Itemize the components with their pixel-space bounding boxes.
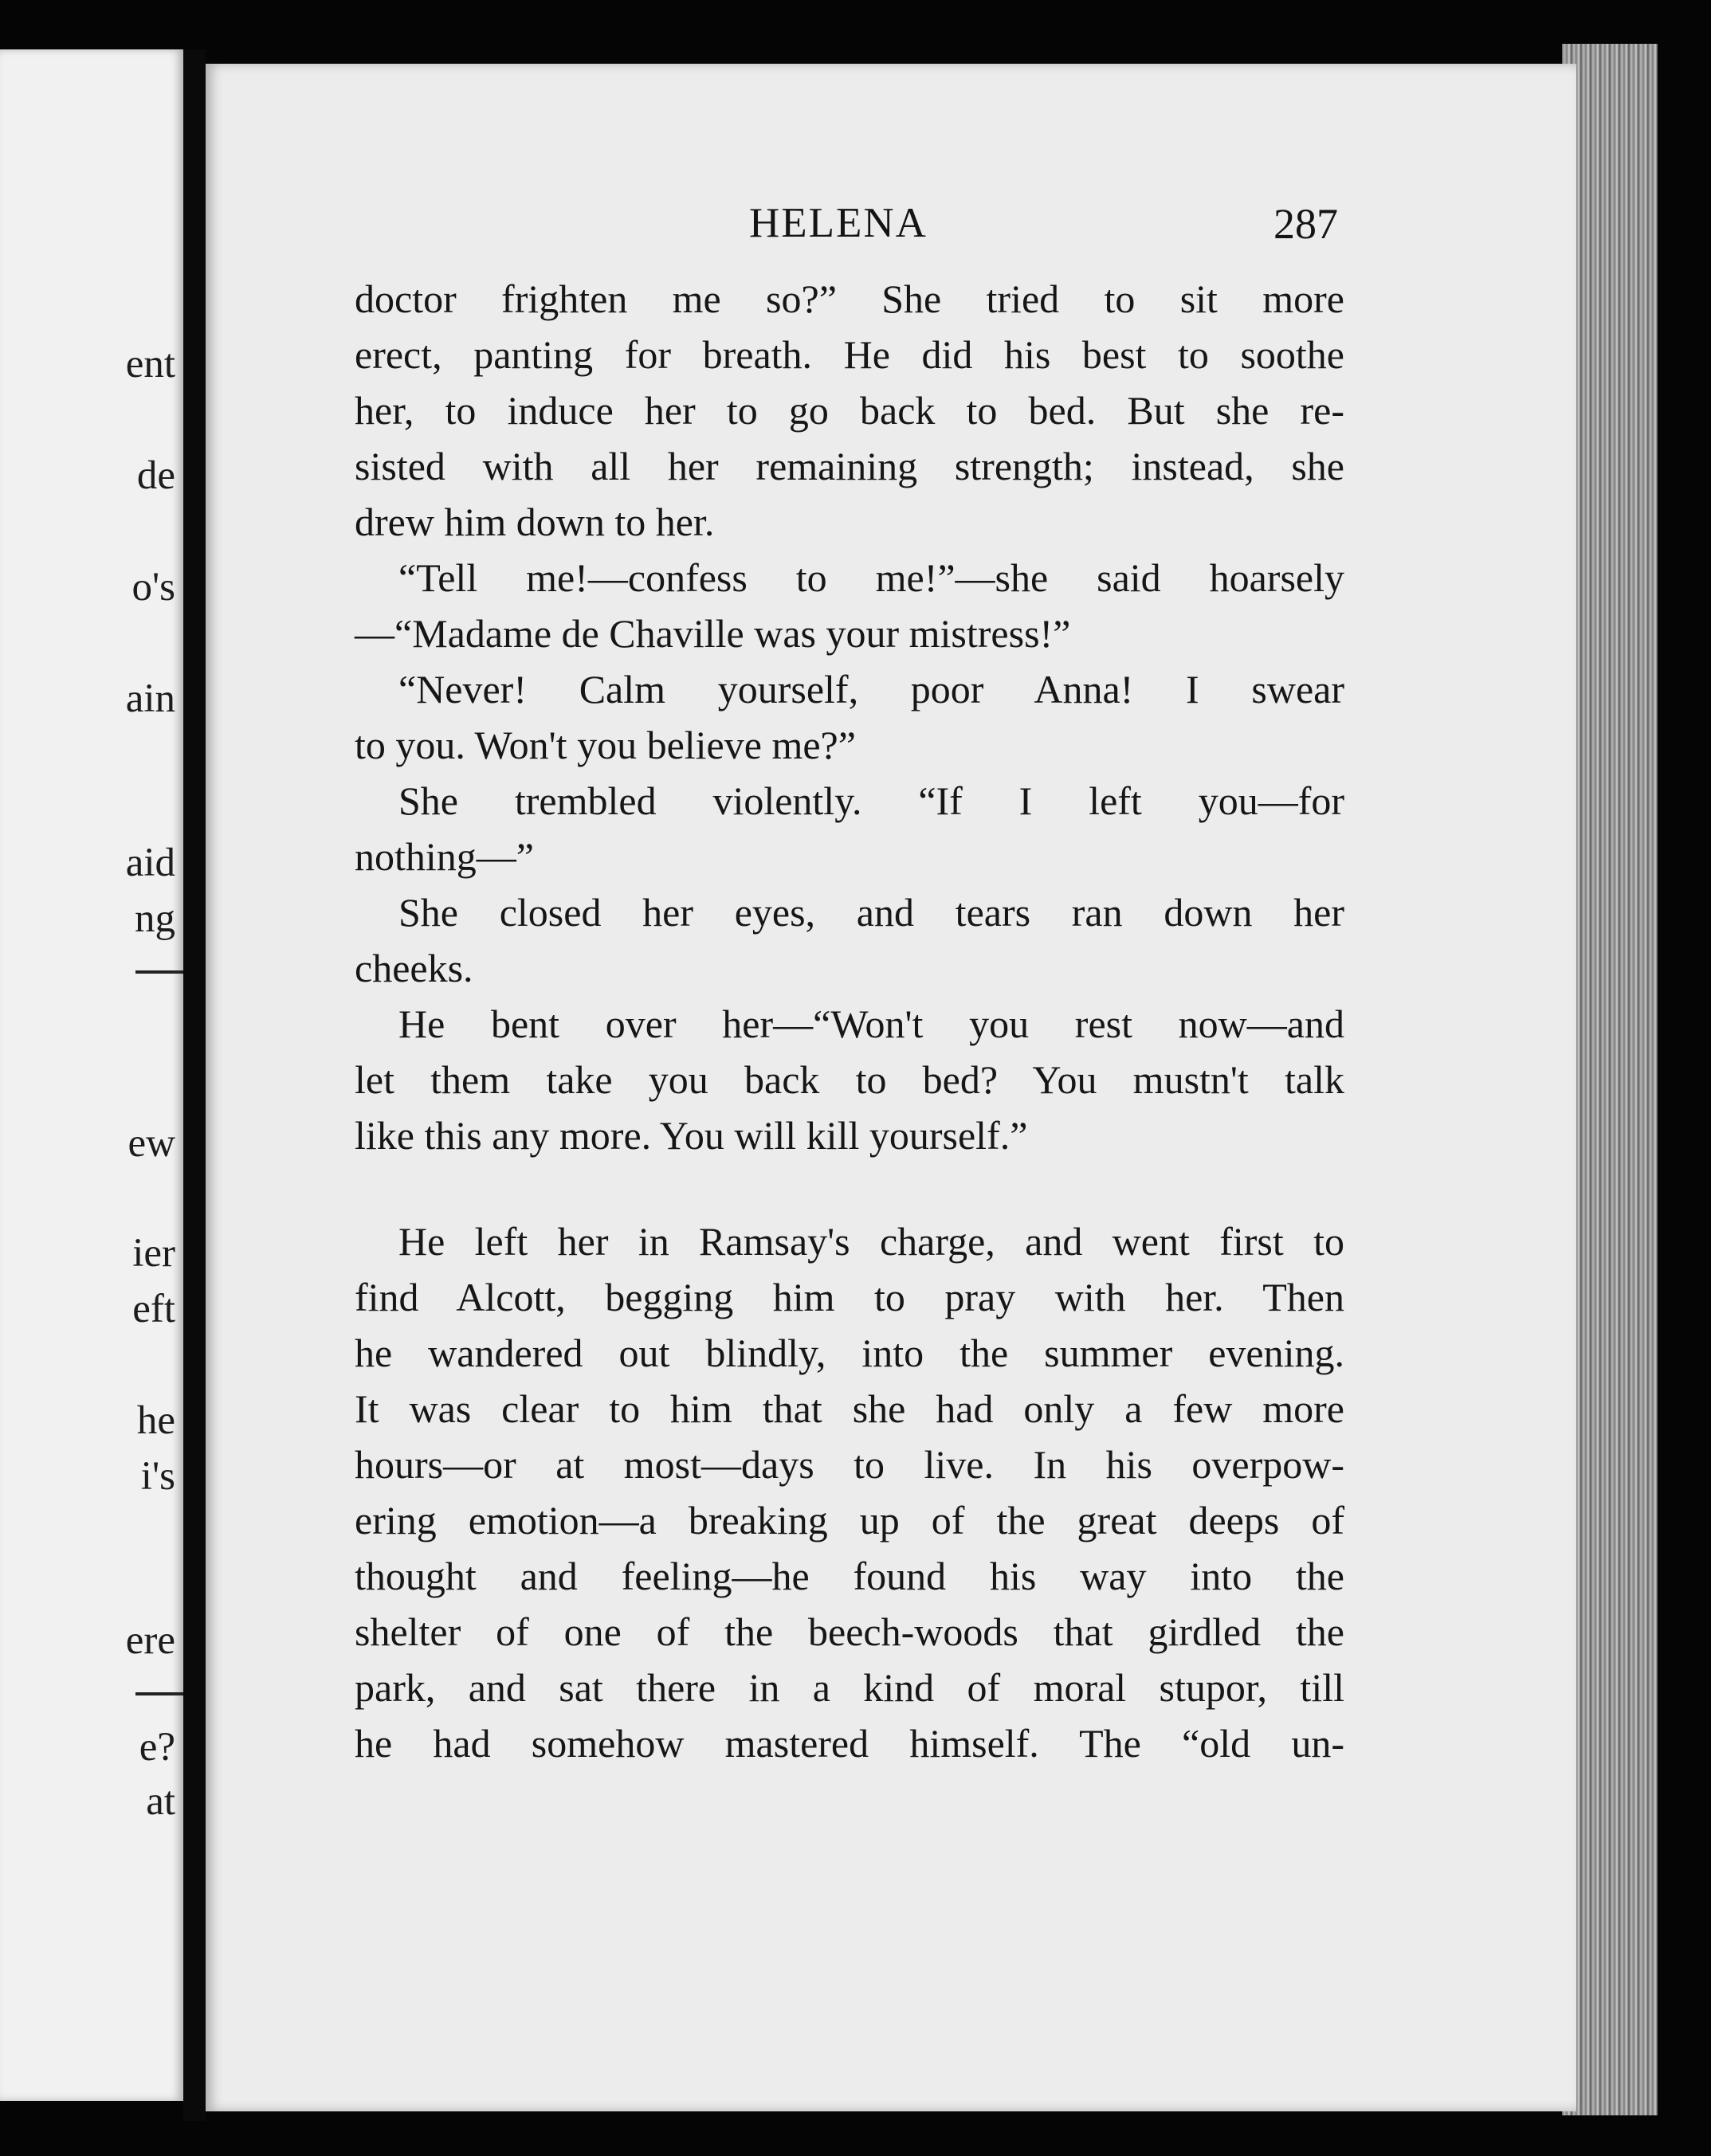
text-line: hours—or at most—days to live. In his overpow- [355,1442,1344,1487]
text-line: erect, panting for breath. He did his best to soothe [355,332,1344,377]
text-line: like this any more. You will kill yourself.” [355,1113,1028,1158]
text-line: let them take you back to bed? You mustn't talk [355,1057,1344,1102]
book-fore-edge [1562,44,1658,2115]
left-page-fragment: eft [132,1287,175,1331]
text-line: He left her in Ramsay's charge, and went first to [398,1219,1344,1264]
book-gutter [183,49,206,2121]
page-number: 287 [1273,200,1338,248]
left-page-fragment: ent [125,342,175,386]
left-page-fragment: o's [131,565,175,610]
text-line: “Never! Calm yourself, poor Anna! I swear [398,667,1344,711]
left-page-fragment: at [146,1779,175,1824]
text-line: he had somehow mastered himself. The “old un- [355,1721,1344,1766]
facing-page-left [0,49,183,2101]
left-page-rule [135,1692,183,1695]
left-page-fragment: de [136,453,175,498]
text-line: He bent over her—“Won't you rest now—and [398,1002,1344,1046]
left-page-fragment: aid [125,841,175,885]
text-line: drew him down to her. [355,500,715,544]
left-page-fragment: ain [125,676,175,721]
text-line: her, to induce her to go back to bed. But she re- [355,388,1344,433]
text-line: shelter of one of the beech-woods that girdled the [355,1609,1344,1654]
text-line: sisted with all her remaining strength; instead, she [355,444,1344,488]
text-line: thought and feeling—he found his way into the [355,1554,1344,1598]
text-line: park, and sat there in a kind of moral stupor, till [355,1665,1344,1710]
left-page-fragment: i's [140,1454,175,1499]
left-page-fragment: ew [128,1121,175,1166]
text-line: She closed her eyes, and tears ran down her [398,890,1344,935]
left-page-fragment: e? [139,1725,175,1770]
text-line: “Tell me!—confess to me!”—she said hoarsely [398,555,1344,600]
text-line: doctor frighten me so?” She tried to sit more [355,276,1344,321]
text-line: to you. Won't you believe me?” [355,723,856,767]
text-line: ering emotion—a breaking up of the great deeps of [355,1498,1344,1543]
text-line: nothing—” [355,834,534,879]
left-page-fragment: ier [132,1231,175,1276]
text-line: —“Madame de Chaville was your mistress!” [355,611,1071,656]
left-page-fragment: ere [125,1618,175,1663]
text-line: cheeks. [355,946,473,990]
left-page-fragment: he [136,1398,175,1443]
text-line: She trembled violently. “If I left you—for [398,778,1344,823]
running-head: HELENA [749,200,928,246]
text-line: It was clear to him that she had only a few more [355,1386,1344,1431]
left-page-rule [135,970,183,974]
left-page-fragment: ng [135,896,175,941]
text-line: he wandered out blindly, into the summer evening. [355,1331,1344,1375]
text-line: find Alcott, begging him to pray with her. Then [355,1275,1344,1319]
